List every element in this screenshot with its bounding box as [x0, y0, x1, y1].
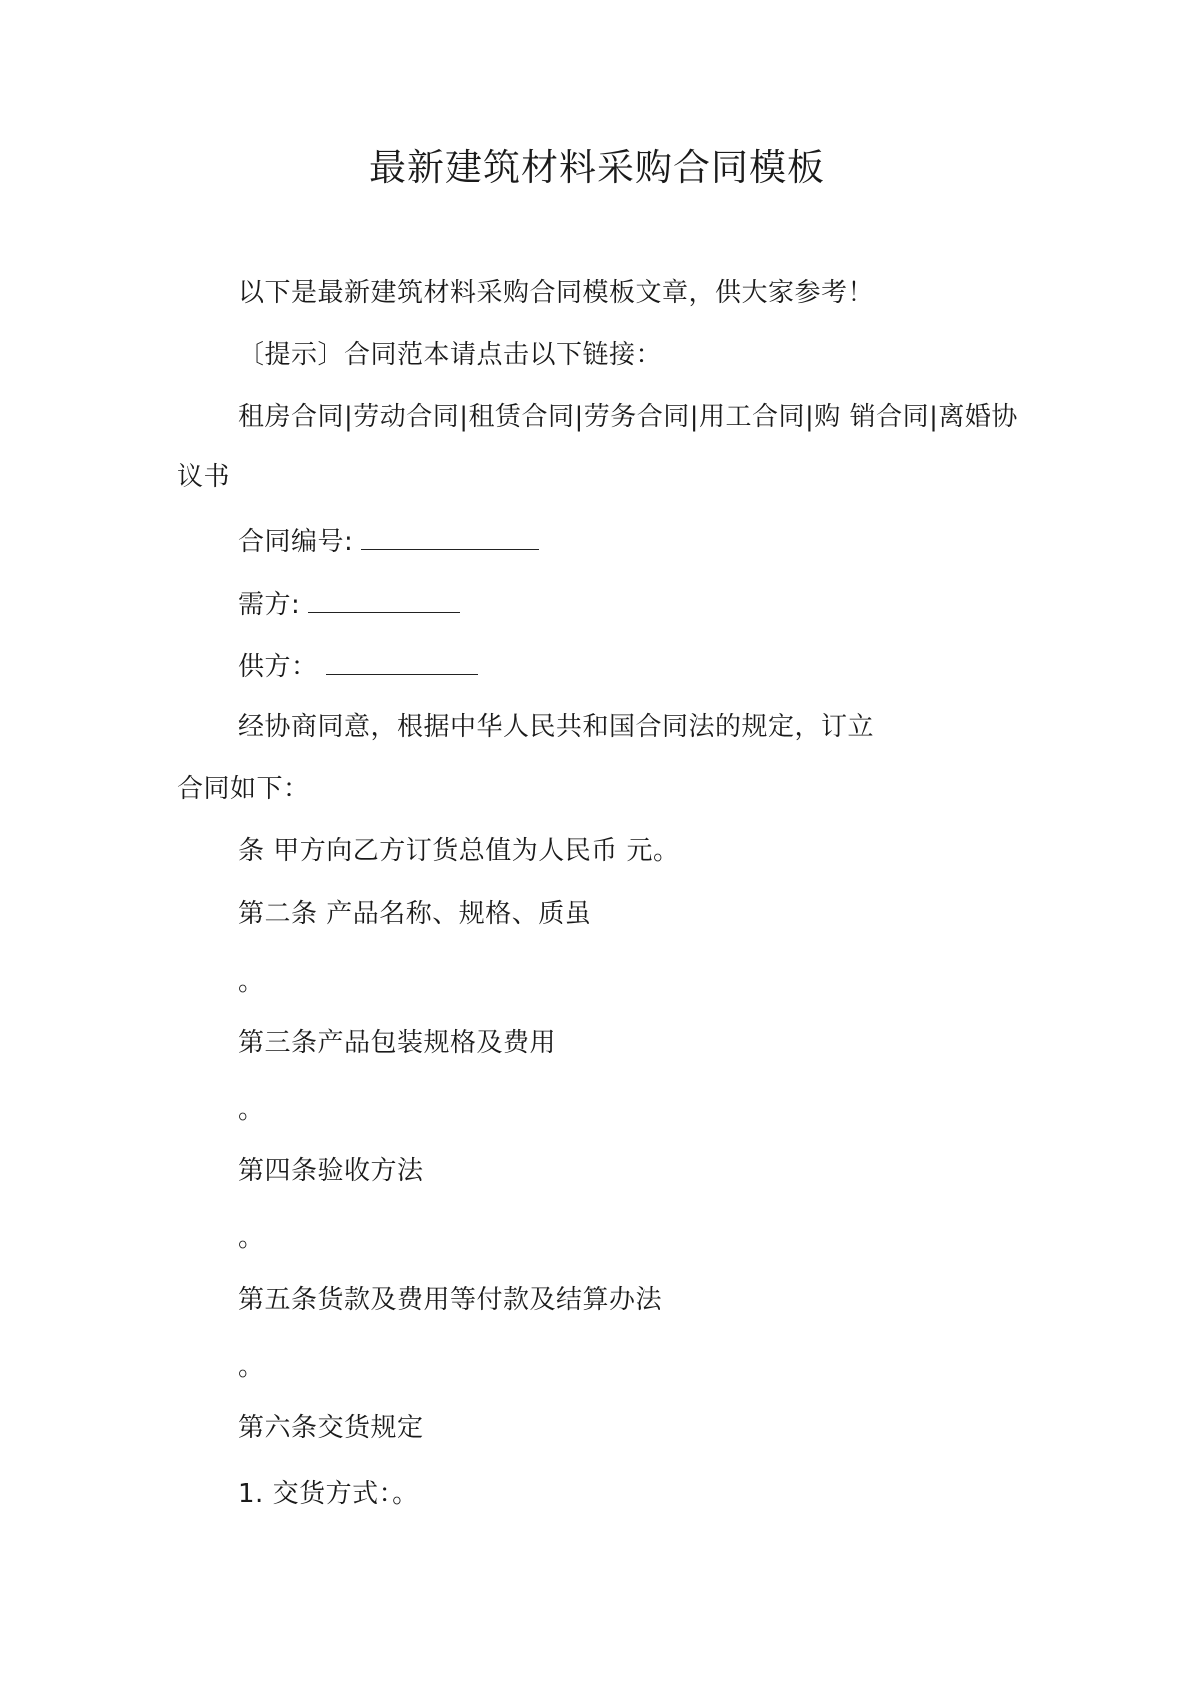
document-title: 最新建筑材料采购合同模板: [369, 146, 825, 189]
buyer-label: 需方:: [238, 590, 301, 620]
article-2: 第二条 产品名称、规格、质虽: [238, 899, 592, 929]
article-1: 条 甲方向乙方订货总值为人民币 元。: [238, 836, 680, 866]
agreement-line-1: 经协商同意，根据中华人民共和国合同法的规定，订立: [238, 712, 875, 742]
buyer-row: [238, 586, 460, 622]
article-4: 第四条验收方法: [238, 1156, 424, 1186]
article-2-end: 。: [238, 967, 265, 997]
contract-number-row: [238, 523, 539, 559]
article-6: 第六条交货规定: [238, 1413, 424, 1443]
contract-links-line-2[interactable]: 议书: [177, 462, 231, 492]
supplier-row: [238, 648, 478, 684]
delivery-method-item: 1. 交货方式：。: [238, 1479, 419, 1509]
article-3-end: 。: [238, 1095, 265, 1125]
agreement-line-2: 合同如下：: [177, 774, 310, 804]
contract-links-line-1[interactable]: 租房合同|劳动合同|租赁合同|劳务合同|用工合同|购 销合同|离婚协: [238, 402, 1018, 432]
article-5-end: 。: [238, 1352, 265, 1382]
article-5: 第五条货款及费用等付款及结算办法: [238, 1285, 663, 1315]
article-3: 第三条产品包装规格及费用: [238, 1028, 557, 1058]
contract-number-label: 合同编号:: [238, 527, 354, 557]
buyer-blank: [308, 586, 460, 613]
intro-paragraph: 以下是最新建筑材料采购合同模板文章，供大家参考！: [238, 278, 875, 308]
article-4-end: 。: [238, 1223, 265, 1253]
hint-paragraph: 〔提示〕合同范本请点击以下链接：: [238, 340, 663, 370]
supplier-blank: [326, 648, 478, 675]
contract-number-blank: [361, 523, 539, 550]
supplier-label: 供方：: [238, 652, 318, 682]
